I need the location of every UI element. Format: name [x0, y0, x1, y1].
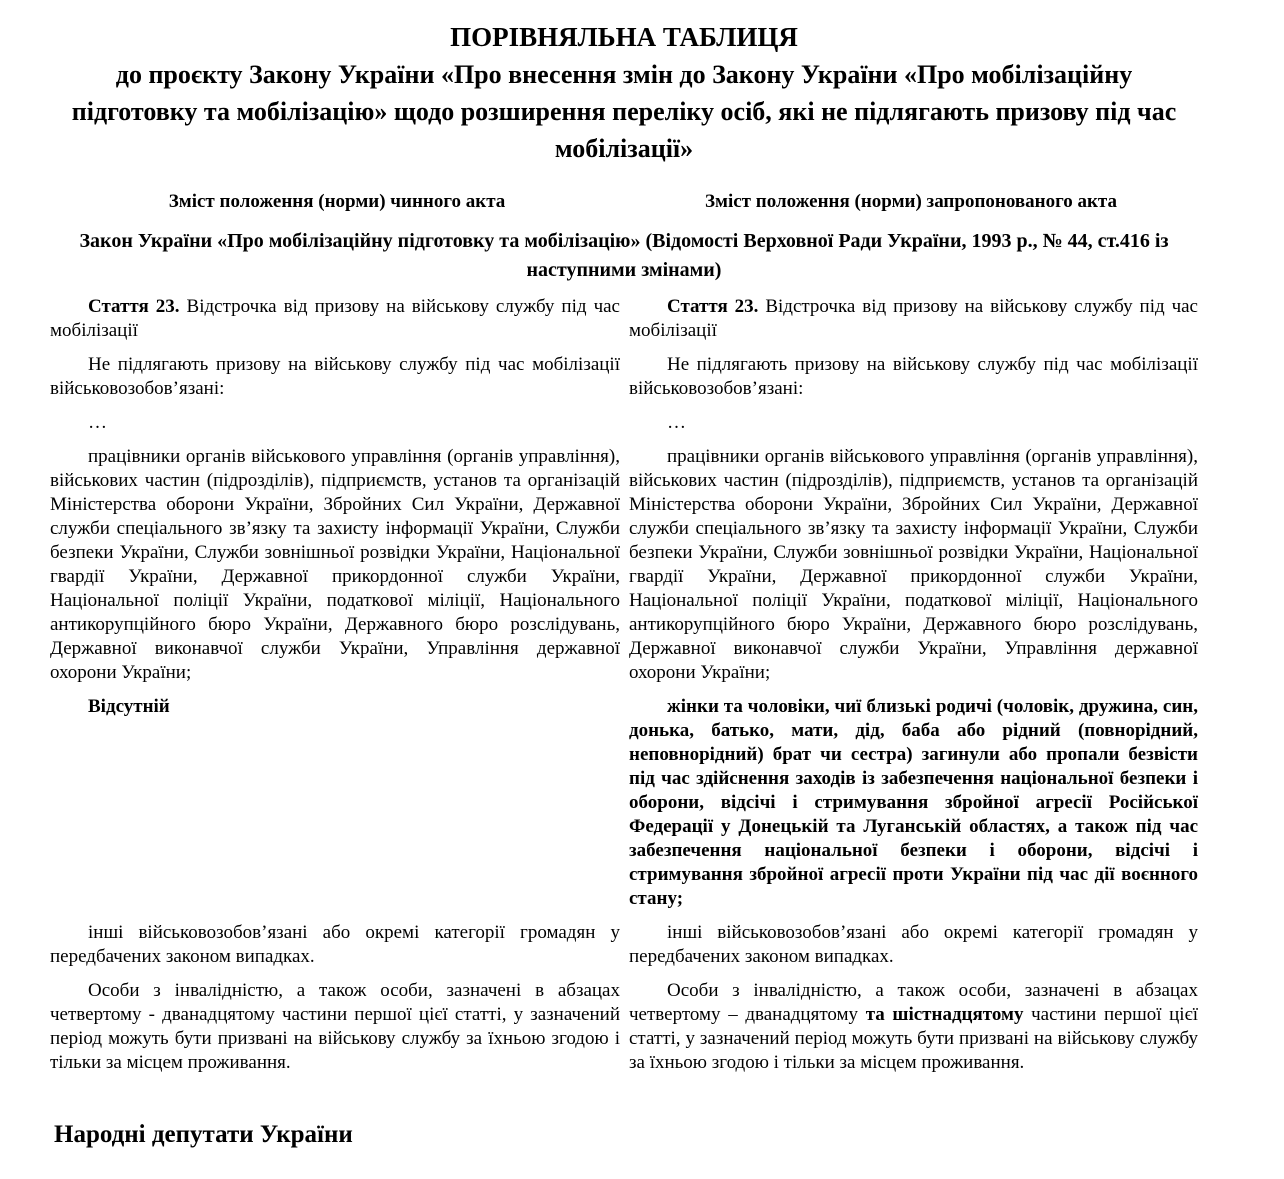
ellipsis-current-cell	[50, 401, 624, 435]
document-subtitle: до проєкту Закону України «Про внесення змін до Закону України «Про мобілізаційну підготовку та мобілізацію» щодо розширення переліку осіб, які не підлягають призову під час мобілізації»	[71, 60, 1177, 163]
workers-paragraph-current: працівники органів військового управління (органів управління), військових частин (підрозділів), підприємств, установ та організацій Міністерства оборони України, Збройних Сил України, Державної служби спеціального зв’язку та захисту інформації України, Служби безпеки України, Служби зовнішньої розвідки України, Національної гвардії України, Державної прикордонної служби України, Національної поліції України, податкової міліції, Національного антикорупційного бюро України, Державного бюро розслідувань, Державної виконавчої служби України, Управління державної охорони України;	[50, 446, 620, 683]
disabled-proposed-amendment: та шістнадцятому	[865, 1004, 1024, 1025]
law-reference: Закон України «Про мобілізаційну підготовку та мобілізацію» (Відомості Верховної Ради України, 1993 р., № 44, ст.416 із наступними змінами)	[79, 230, 1169, 281]
disabled-paragraph-proposed	[629, 979, 1198, 1075]
article-heading-row	[50, 285, 1198, 343]
workers-row	[50, 435, 1198, 685]
column-header-current: Зміст положення (норми) чинного акта	[168, 191, 506, 212]
disabled-persons-row	[50, 969, 1198, 1075]
workers-paragraph-proposed: працівники органів військового управління (органів управління), військових частин (підрозділів), підприємств, установ та організацій Міністерства оборони України, Збройних Сил України, Державної служби спеціального зв’язку та захисту інформації України, Служби безпеки України, Служби зовнішньої розвідки України, Національної гвардії України, Державної прикордонної служби України, Національної поліції України, податкової міліції, Національного антикорупційного бюро України, Державного бюро розслідувань, Державної виконавчої служби України, Управління державної охорони України;	[629, 446, 1198, 683]
others-current-cell	[50, 911, 624, 969]
article-heading-proposed-cell	[624, 285, 1198, 343]
signatories-heading: Народні депутати України	[54, 1121, 353, 1148]
law-reference-row	[50, 215, 1198, 285]
ellipsis-current: …	[88, 412, 107, 433]
article-heading-proposed	[629, 295, 1198, 343]
workers-current-cell	[50, 435, 624, 685]
disabled-proposed-part1: Особи з інвалідністю, а також особи, зазначені в абзацах четвертому – дванадцятому	[629, 980, 1198, 1025]
others-row	[50, 911, 1198, 969]
others-paragraph-current: інші військовозобов’язані або окремі категорії громадян у передбачених законом випадках.	[50, 922, 620, 967]
article-heading-current	[50, 295, 620, 343]
article-title-proposed: Відстрочка від призову на військову службу під час мобілізації	[629, 296, 1198, 341]
comparison-table	[50, 191, 1198, 1075]
intro-row	[50, 343, 1198, 401]
others-paragraph-proposed: інші військовозобов’язані або окремі категорії громадян у передбачених законом випадках.	[629, 922, 1198, 967]
intro-proposed-cell	[624, 343, 1198, 401]
document-title: ПОРІВНЯЛЬНА ТАБЛИЦЯ	[450, 22, 798, 52]
intro-current-cell	[50, 343, 624, 401]
article-number-current: Стаття 23.	[88, 296, 180, 317]
new-clause-cell	[624, 685, 1198, 911]
article-title-current: Відстрочка від призову на військову службу під час мобілізації	[50, 296, 620, 341]
article-number-proposed: Стаття 23.	[667, 296, 759, 317]
article-heading-current-cell	[50, 285, 624, 343]
new-clause-paragraph: жінки та чоловіки, чиї близькі родичі (чоловік, дружина, син, донька, батько, мати, дід, баба або рідний (повнорідний, неповнорідний) брат чи сестра) загинули або пропали безвісти під час здійснення заходів із забезпечення національної безпеки і оборони, відсічі і стримування збройної агресії Російської Федерації у Донецькій та Луганській областях, а також під час забезпечення національної безпеки і оборони, відсічі і стримування збройної агресії проти України під час дії воєнного стану;	[629, 696, 1198, 909]
ellipsis-proposed-cell	[624, 401, 1198, 435]
disabled-paragraph-current: Особи з інвалідністю, а також особи, зазначені в абзацах четвертому - дванадцятому частини першої цієї статті, у зазначений період можуть бути призвані на військову службу за їхньою згодою і тільки за місцем проживання.	[50, 980, 620, 1073]
absent-cell	[50, 685, 624, 911]
others-proposed-cell	[624, 911, 1198, 969]
disabled-proposed-cell	[624, 969, 1198, 1075]
column-header-proposed: Зміст положення (норми) запропонованого акта	[705, 191, 1117, 212]
workers-proposed-cell	[624, 435, 1198, 685]
ellipsis-row	[50, 401, 1198, 435]
ellipsis-proposed: …	[667, 412, 686, 433]
intro-proposed: Не підлягають призову на військову службу під час мобілізації військовозобов’язані:	[629, 354, 1198, 399]
absent-label: Відсутній	[88, 696, 170, 717]
disabled-current-cell	[50, 969, 624, 1075]
disabled-proposed-part2: частини першої цієї статті, у зазначений період можуть бути призвані на військову службу за їхньою згодою і тільки за місцем проживання.	[629, 1004, 1199, 1073]
table-header-row	[50, 191, 1198, 215]
new-clause-row	[50, 685, 1198, 911]
intro-current: Не підлягають призову на військову службу під час мобілізації військовозобов’язані:	[50, 354, 620, 399]
